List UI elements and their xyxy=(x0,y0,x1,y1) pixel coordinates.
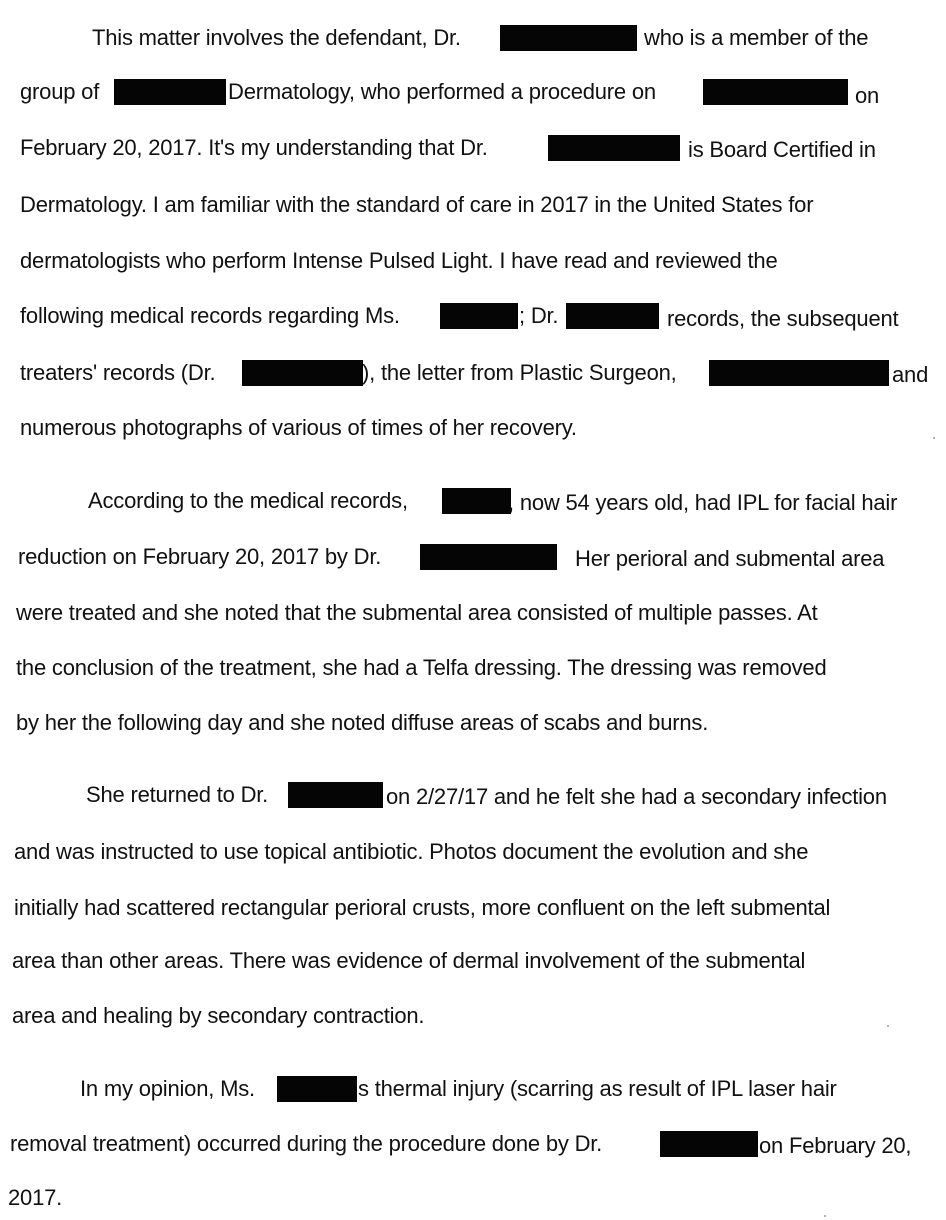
text-segment: Dermatology, who performed a procedure on xyxy=(228,79,656,104)
text-line xyxy=(0,1180,946,1216)
redaction-bar xyxy=(566,303,659,329)
redaction-bar xyxy=(500,25,637,51)
text-segment: area than other areas. There was evidence of dermal involvement of the submental xyxy=(12,948,806,973)
text-line xyxy=(0,834,946,870)
scan-speck xyxy=(933,437,935,439)
text-segment: She returned to Dr. xyxy=(86,782,269,807)
text-segment: treaters' records (Dr. xyxy=(20,360,216,385)
redaction-bar xyxy=(114,79,226,105)
text-segment: This matter involves the defendant, Dr. xyxy=(92,25,461,50)
text-line xyxy=(0,187,946,223)
text-line xyxy=(0,243,946,279)
text-line xyxy=(0,1071,946,1107)
text-line xyxy=(0,74,946,110)
text-segment: February 20, 2017. It's my understanding that Dr. xyxy=(20,135,488,160)
text-line xyxy=(0,539,946,575)
text-segment: on xyxy=(855,83,880,108)
redaction-bar xyxy=(709,360,889,386)
text-segment: is Board Certified in xyxy=(688,137,876,162)
text-line xyxy=(0,355,946,391)
text-line xyxy=(0,705,946,741)
text-segment: Her perioral and submental area xyxy=(575,546,885,571)
text-segment: on February 20, xyxy=(759,1133,912,1158)
text-segment: 2017. xyxy=(8,1185,63,1210)
redaction-bar xyxy=(288,782,383,808)
redaction-bar xyxy=(277,1076,357,1102)
text-line xyxy=(0,1126,946,1162)
text-line xyxy=(0,410,946,446)
text-segment: numerous photographs of various of times of her recovery. xyxy=(20,415,577,440)
text-segment: initially had scattered rectangular perioral crusts, more confluent on the left submental xyxy=(14,895,831,920)
redaction-bar xyxy=(703,79,848,105)
text-segment: dermatologists who perform Intense Pulsed Light. I have read and reviewed the xyxy=(20,248,778,273)
text-line xyxy=(0,998,946,1034)
text-line xyxy=(0,483,946,519)
text-segment: were treated and she noted that the submental area consisted of multiple passes. At xyxy=(16,600,818,625)
text-segment: records, the subsequent xyxy=(667,306,899,331)
redaction-bar xyxy=(442,488,511,514)
text-segment: removal treatment) occurred during the procedure done by Dr. xyxy=(10,1131,603,1156)
text-segment: and xyxy=(892,362,929,387)
text-segment: following medical records regarding Ms. xyxy=(20,303,400,328)
redaction-bar xyxy=(440,303,518,329)
redaction-bar xyxy=(660,1131,758,1157)
text-segment: area and healing by secondary contraction. xyxy=(12,1003,425,1028)
redaction-bar xyxy=(548,135,680,161)
scan-speck xyxy=(887,1025,889,1027)
text-line xyxy=(0,777,946,813)
text-segment: group of xyxy=(20,79,100,104)
text-segment: reduction on February 20, 2017 by Dr. xyxy=(18,544,382,569)
text-segment: 's thermal injury (scarring as result of IPL laser hair xyxy=(354,1076,837,1101)
text-segment: Dermatology. I am familiar with the standard of care in 2017 in the United States for xyxy=(20,192,814,217)
text-line xyxy=(0,130,946,166)
text-line xyxy=(0,20,946,56)
text-segment: who is a member of the xyxy=(644,25,869,50)
text-line xyxy=(0,890,946,926)
redaction-bar xyxy=(242,360,363,386)
text-segment: , now 54 years old, had IPL for facial hair xyxy=(508,490,898,515)
text-line xyxy=(0,595,946,631)
text-segment: In my opinion, Ms. xyxy=(80,1076,255,1101)
text-line xyxy=(0,298,946,334)
text-segment: the conclusion of the treatment, she had a Telfa dressing. The dressing was removed xyxy=(16,655,827,680)
text-segment: by her the following day and she noted diffuse areas of scabs and burns. xyxy=(16,710,709,735)
text-line xyxy=(0,650,946,686)
text-segment: and was instructed to use topical antibiotic. Photos document the evolution and she xyxy=(14,839,809,864)
text-segment: ), the letter from Plastic Surgeon, xyxy=(362,360,677,385)
text-segment: ; Dr. xyxy=(519,303,559,328)
text-line xyxy=(0,943,946,979)
text-segment: on 2/27/17 and he felt she had a secondary infection xyxy=(386,784,887,809)
text-segment: According to the medical records, xyxy=(88,488,408,513)
redaction-bar xyxy=(420,544,557,570)
scan-speck xyxy=(824,1215,826,1217)
